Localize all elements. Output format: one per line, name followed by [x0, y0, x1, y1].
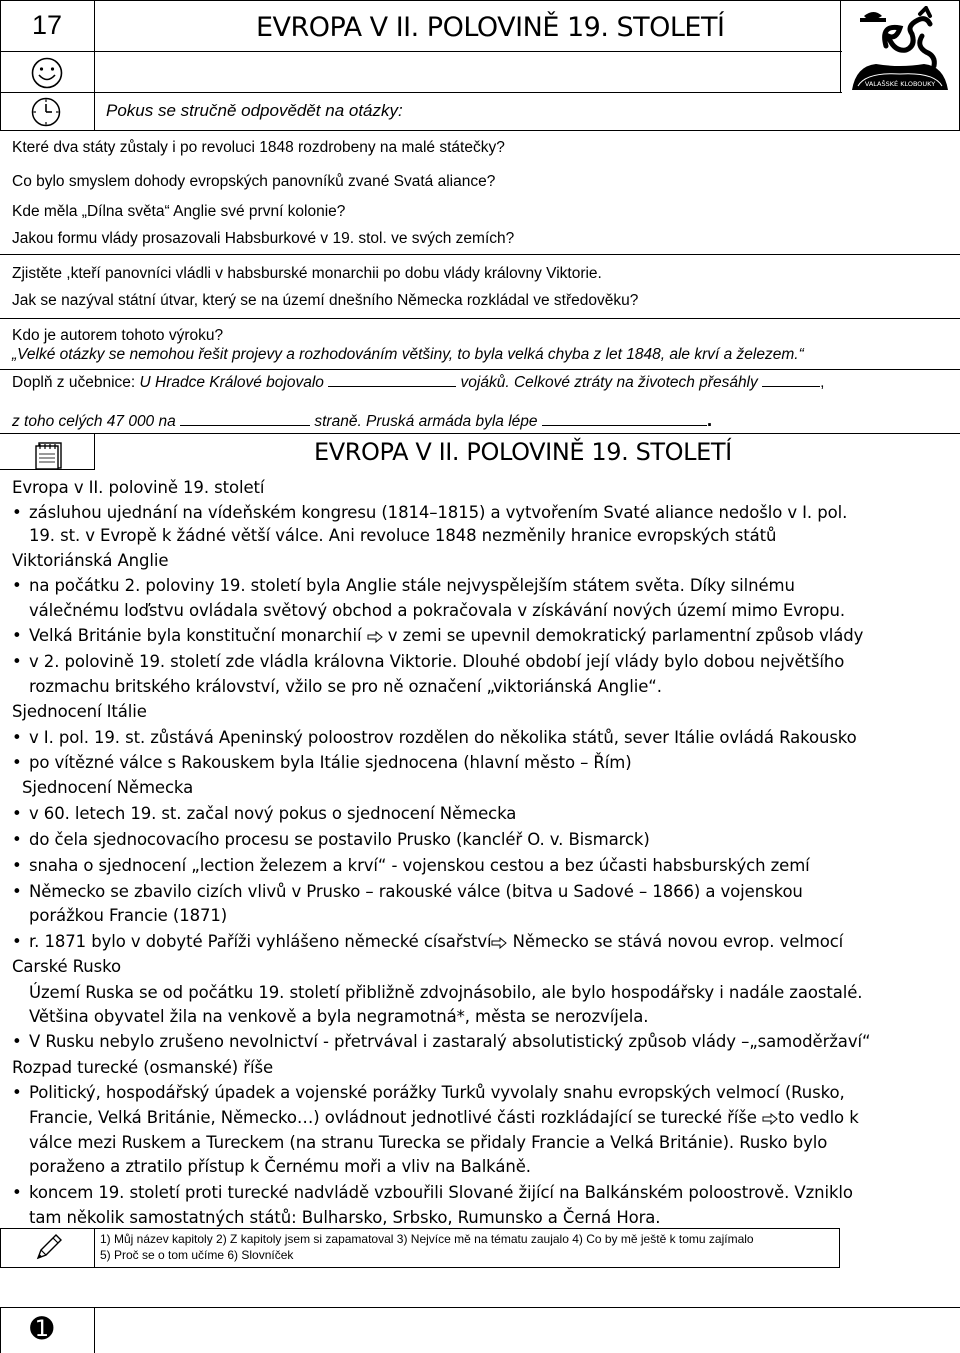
heading-germany: Sjednocení Německa — [22, 778, 194, 797]
question-1: Které dva státy zůstaly i po revoluci 1848 rozdrobeny na malé státečky? — [12, 139, 505, 156]
list-item-cont: rozmachu britského království, vžilo se pro ně označení „viktoriánská Anglie“. — [29, 677, 662, 696]
school-logo — [846, 6, 954, 94]
heading-ottoman: Rozpad turecké (osmanské) říše — [12, 1058, 274, 1077]
list-item-text: do čela sjednocovacího procesu se postavilo Prusko (kancléř O. v. Bismarck) — [29, 830, 650, 849]
list-item-text: po vítězné válce s Rakouskem byla Itálie sjednocena (hlavní město – Řím) — [29, 753, 632, 772]
russia-text: Většina obyvatel žila na venkově a byla negramotná*, města se nerozvíjela. — [29, 1007, 649, 1026]
question-7: Kdo je autorem tohoto výroku? — [12, 327, 224, 344]
footer-line-1: 1) Můj název kapitoly 2) Z kapitoly jsem si zapamatoval 3) Nejvíce mě na tématu zaujalo 4) Co by mě ještě k tomu zajímalo — [100, 1232, 754, 1246]
list-item-text: zásluhou ujednání na vídeňském kongresu (1814–1815) a vytvořením Svaté aliance nedošlo v I. pol. — [29, 503, 848, 522]
fill-in-line-2 — [12, 410, 712, 432]
fill-label: Doplň z učebnice: — [12, 374, 136, 391]
list-item-cont: Francie, Velká Británie, Německo…) ovládnout jednotlivé části rozkládající se turecké říše to vedlo k — [29, 1108, 859, 1127]
clock-icon — [30, 96, 62, 128]
list-item-text: v 2. polovině 19. století zde vládla královna Viktorie. Dlouhé období její vlády bylo dobou největšího — [29, 652, 845, 671]
list-item-text: v I. pol. 19. st. zůstává Apeninský poloostrov rozdělen do několika států, sever Itálie ovládá Rakousko — [29, 728, 857, 747]
question-6: Jak se nazýval státní útvar, který se na území dnešního Německa rozkládal ve středověku? — [12, 292, 639, 309]
list-item-cont: válečnému loďstvu ovládala světový obchod a pokračovala v získávání nových území mimo Evropu. — [29, 601, 846, 620]
list-item-text: r. 1871 bylo v dobyté Paříži vyhlášeno německé císařství Německo se stává novou evrop. velmocí — [29, 932, 844, 951]
pencil-icon — [34, 1232, 64, 1262]
list-item-text: snaha o sjednocení „lection železem a krví“ - vojenskou cestou a bez účasti habsburských zemí — [29, 856, 810, 875]
blank-army[interactable] — [542, 425, 707, 426]
heading-europe: Evropa v II. polovině 19. století — [12, 478, 265, 497]
list-item-cont: porážkou Francie (1871) — [29, 906, 228, 925]
fill-text: vojáků. Celkové ztráty na životech přesáhly — [460, 374, 758, 391]
notebook-icon — [34, 440, 64, 470]
list-item-text: na počátku 2. poloviny 19. století byla Anglie stále nejvyspělejším státem světa. Díky silnému — [29, 576, 795, 595]
fill-text: U Hradce Králové bojovalo — [139, 374, 324, 391]
list-item-text: Velká Británie byla konstituční monarchií v zemi se upevnil demokratický parlamentní způsob vlády — [29, 626, 864, 645]
question-4: Jakou formu vlády prosazovali Habsburkové v 19. stol. ve svých zemích? — [12, 230, 515, 247]
heading-victorian: Viktoriánská Anglie — [12, 551, 169, 570]
blank-side[interactable] — [180, 425, 310, 426]
arrow-right-icon — [762, 1113, 778, 1125]
comma: , — [820, 374, 825, 391]
arrow-right-icon — [367, 631, 383, 643]
fill-text: z toho celých 47 000 na — [12, 413, 176, 430]
period: . — [706, 410, 713, 431]
page-title: EVROPA V II. POLOVINĚ 19. STOLETÍ — [256, 12, 725, 43]
question-3: Kde měla „Dílna světa“ Anglie své první kolonie? — [12, 203, 346, 220]
question-2: Co bylo smyslem dohody evropských panovníků zvané Svatá aliance? — [12, 173, 496, 190]
footer-line-2: 5) Proč se o tom učíme 6) Slovníček — [100, 1248, 294, 1262]
fill-text: straně. Pruská armáda byla lépe — [314, 413, 538, 430]
svg-text:VALAŠSKÉ KLOBOUKY: VALAŠSKÉ KLOBOUKY — [864, 80, 936, 88]
lesson-number: 17 — [31, 10, 63, 40]
arrow-right-icon — [491, 937, 507, 949]
list-item-text: V Rusku nebylo zrušeno nevolnictví - přetrvával i zastaralý absolutistický způsob vlády –„samoděržaví“ — [29, 1032, 871, 1051]
list-item-cont: 19. st. v Evropě k žádné větší válce. Ani revoluce 1848 nezměnily hranice evropských států — [29, 526, 777, 545]
notes-title: EVROPA V II. POLOVINĚ 19. STOLETÍ — [314, 438, 732, 466]
fill-in-line-1 — [12, 374, 824, 392]
list-item-text: Politický, hospodářský úpadek a vojenské porážky Turků vyvolaly snahu evropských velmocí (Rusko, — [29, 1083, 845, 1102]
blank-soldiers[interactable] — [328, 386, 456, 387]
list-item-text: koncem 19. století proti turecké nadvládě vzbouřili Slované žijící na Balkánském poloostrově. Vzniklo — [29, 1183, 853, 1202]
list-item-text: Německo se zbavilo cizích vlivů v Prusko – rakouské válce (bitva u Sadové – 1866) a vojenskou — [29, 882, 803, 901]
prompt: Pokus se stručně odpovědět na otázky: — [106, 101, 403, 120]
smiley-icon — [30, 56, 64, 90]
list-item-cont: tam několik samostatných států: Bulharsko, Srbsko, Rumunsko a Černá Hora. — [29, 1208, 661, 1227]
russia-text: Území Ruska se od počátku 19. století přibližně zdvojnásobilo, ale bylo hospodářsky i nadále zaostalé. — [29, 983, 863, 1002]
page-marker: ➊ — [30, 1312, 54, 1345]
blank-losses[interactable] — [762, 386, 820, 387]
quote: „Velké otázky se nemohou řešit projevy a rozhodováním většiny, to byla velká chyba z let 1848, ale krví a železem.“ — [12, 346, 804, 363]
heading-italy: Sjednocení Itálie — [12, 702, 147, 721]
heading-russia: Carské Rusko — [12, 957, 122, 976]
list-item-cont: válce mezi Ruskem a Tureckem (na stranu Turecka se přidaly Francie a Velká Británie). Rusko bylo — [29, 1133, 828, 1152]
list-item-cont: poraženo a ztratilo přístup k Černému moři a vliv na Balkáně. — [29, 1157, 531, 1176]
list-item-text: v 60. letech 19. st. začal nový pokus o sjednocení Německa — [29, 804, 517, 823]
question-5: Zjistěte ,kteří panovníci vládli v habsburské monarchii po dobu vlády královny Viktorie. — [12, 265, 602, 282]
